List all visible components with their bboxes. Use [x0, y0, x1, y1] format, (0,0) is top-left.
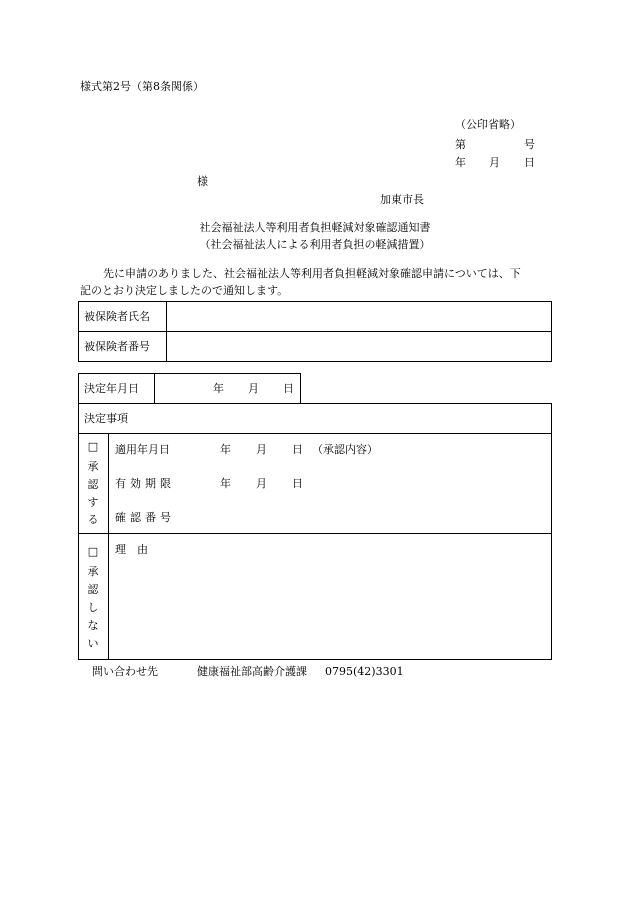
- insured-name-label: 被保険者氏名: [84, 310, 150, 323]
- reject-label-char-2: 認: [87, 583, 99, 596]
- valid-year: 年: [220, 477, 231, 490]
- decision-year: 年: [213, 382, 224, 395]
- seal-omitted-note: （公印省略）: [455, 118, 521, 131]
- approve-label-char-4: る: [87, 513, 99, 526]
- approval-content-label: （承認内容）: [312, 443, 378, 456]
- insured-name-field[interactable]: [170, 304, 548, 329]
- contact-label: 問い合わせ先: [92, 665, 158, 678]
- contact-phone: 0795(42)3301: [325, 665, 404, 678]
- decision-items-table: [78, 403, 552, 660]
- number-prefix: 第: [455, 138, 466, 151]
- document-subtitle: （社会福祉法人による利用者負担の軽減措置）: [199, 238, 431, 251]
- body-text-line1: 先に申請のありました、社会福祉法人等利用者負担軽減対象確認申請については、下: [103, 267, 521, 280]
- issuer: 加東市長: [380, 193, 424, 206]
- body-text-line2: 記のとおり決定しましたので通知します。: [80, 284, 289, 297]
- reject-label-char-4: な: [87, 619, 99, 632]
- apply-year: 年: [220, 443, 231, 456]
- document-title: 社会福祉法人等利用者負担軽減対象確認通知書: [199, 221, 431, 234]
- decision-month: 月: [248, 382, 259, 395]
- date-day: 日: [524, 156, 535, 169]
- reject-checkbox[interactable]: □: [87, 545, 99, 558]
- contact-department: 健康福祉部高齢介護課: [197, 665, 307, 678]
- approve-label-char-3: す: [87, 496, 99, 509]
- approve-checkbox[interactable]: □: [87, 440, 99, 453]
- approve-label-char-1: 承: [87, 460, 99, 473]
- insured-number-label: 被保険者番号: [84, 340, 150, 353]
- form-number: 様式第2号（第8条関係）: [80, 80, 204, 93]
- date-year: 年: [455, 156, 466, 169]
- insured-number-field[interactable]: [170, 334, 548, 359]
- decision-items-label: 決定事項: [84, 412, 128, 425]
- reject-label-char-5: い: [87, 637, 99, 650]
- apply-month: 月: [256, 443, 267, 456]
- number-suffix: 号: [524, 138, 535, 151]
- valid-month: 月: [256, 477, 267, 490]
- reject-label-char-3: し: [87, 601, 99, 614]
- valid-day: 日: [292, 477, 303, 490]
- recipient-suffix: 様: [197, 175, 208, 188]
- decision-date-label: 決定年月日: [84, 382, 139, 395]
- confirm-number-label: 確認番号: [115, 511, 175, 524]
- approve-label-char-2: 認: [87, 478, 99, 491]
- reason-label: 理 由: [115, 543, 148, 556]
- reject-label-char-1: 承: [87, 565, 99, 578]
- decision-day: 日: [283, 382, 294, 395]
- apply-date-label: 適用年月日: [115, 443, 170, 456]
- apply-day: 日: [292, 443, 303, 456]
- validity-label: 有効期限: [115, 477, 175, 490]
- date-month: 月: [489, 156, 500, 169]
